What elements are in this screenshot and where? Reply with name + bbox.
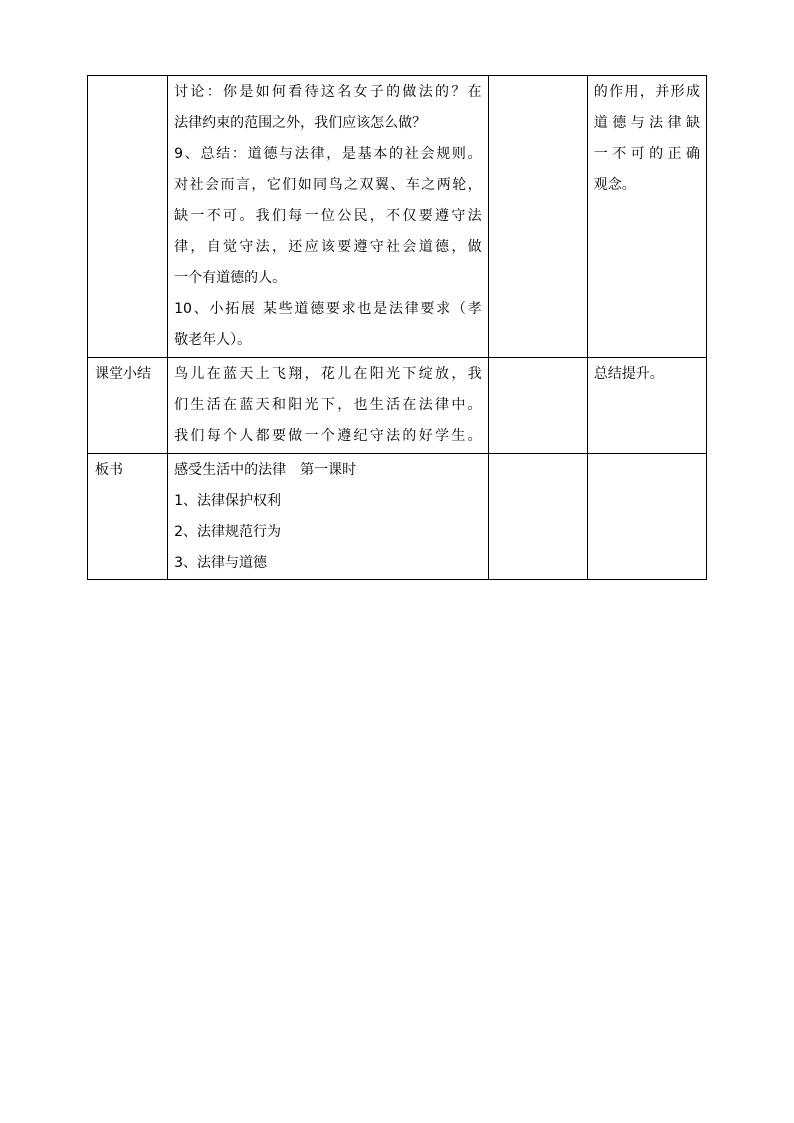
content-line: 缺一不可。我们每一位公民，不仅要遵守法 xyxy=(174,208,482,224)
content-line: 9、总结：道德与法律，是基本的社会规则。 xyxy=(174,146,482,162)
content-cell xyxy=(168,76,489,358)
row-label: 课堂小结 xyxy=(95,366,151,382)
row-label-cell xyxy=(88,454,168,580)
row-label-cell xyxy=(88,76,168,358)
content-line: 法律约束的范围之外，我们应该怎么做？ xyxy=(174,115,427,131)
content-line: 1、法律保护权利 xyxy=(174,493,282,509)
intent-line: 观念。 xyxy=(593,177,636,193)
lesson-plan-table xyxy=(87,75,707,580)
intent-line: 总结提升。 xyxy=(593,366,664,382)
intent-line: 的作用，并形成 xyxy=(593,84,700,100)
content-line: 2、法律规范行为 xyxy=(174,524,282,540)
content-cell xyxy=(168,358,489,454)
table-row xyxy=(88,358,707,454)
content-line: 们生活在蓝天和阳光下，也生活在法律中。 xyxy=(174,397,482,413)
empty-cell xyxy=(488,76,587,358)
intent-cell xyxy=(587,358,706,454)
content-line: 鸟儿在蓝天上飞翔，花儿在阳光下绽放，我 xyxy=(174,366,482,382)
content-line: 一个有道德的人。 xyxy=(174,270,287,286)
row-label: 板书 xyxy=(95,462,123,478)
intent-cell xyxy=(587,76,706,358)
content-line: 敬老年人）。 xyxy=(174,332,252,348)
content-cell xyxy=(168,454,489,580)
content-line: 3、法律与道德 xyxy=(174,555,268,571)
content-line: 感受生活中的法律 第一课时 xyxy=(174,462,357,478)
row-label-cell xyxy=(88,358,168,454)
content-line: 讨论：你是如何看待这名女子的做法的？在 xyxy=(174,84,482,100)
content-line: 对社会而言，它们如同鸟之双翼、车之两轮， xyxy=(174,177,482,193)
intent-line: 一不可的正确 xyxy=(593,146,700,162)
content-line: 律，自觉守法，还应该要遵守社会道德，做 xyxy=(174,239,482,255)
content-line: 我们每个人都要做一个遵纪守法的好学生。 xyxy=(174,428,482,444)
empty-cell xyxy=(488,358,587,454)
intent-cell xyxy=(587,454,706,580)
empty-cell xyxy=(488,454,587,580)
table-row xyxy=(88,76,707,358)
content-line: 10、小拓展 某些道德要求也是法律要求（孝 xyxy=(174,301,482,317)
intent-line: 道德与法律缺 xyxy=(593,115,700,131)
table-row xyxy=(88,454,707,580)
